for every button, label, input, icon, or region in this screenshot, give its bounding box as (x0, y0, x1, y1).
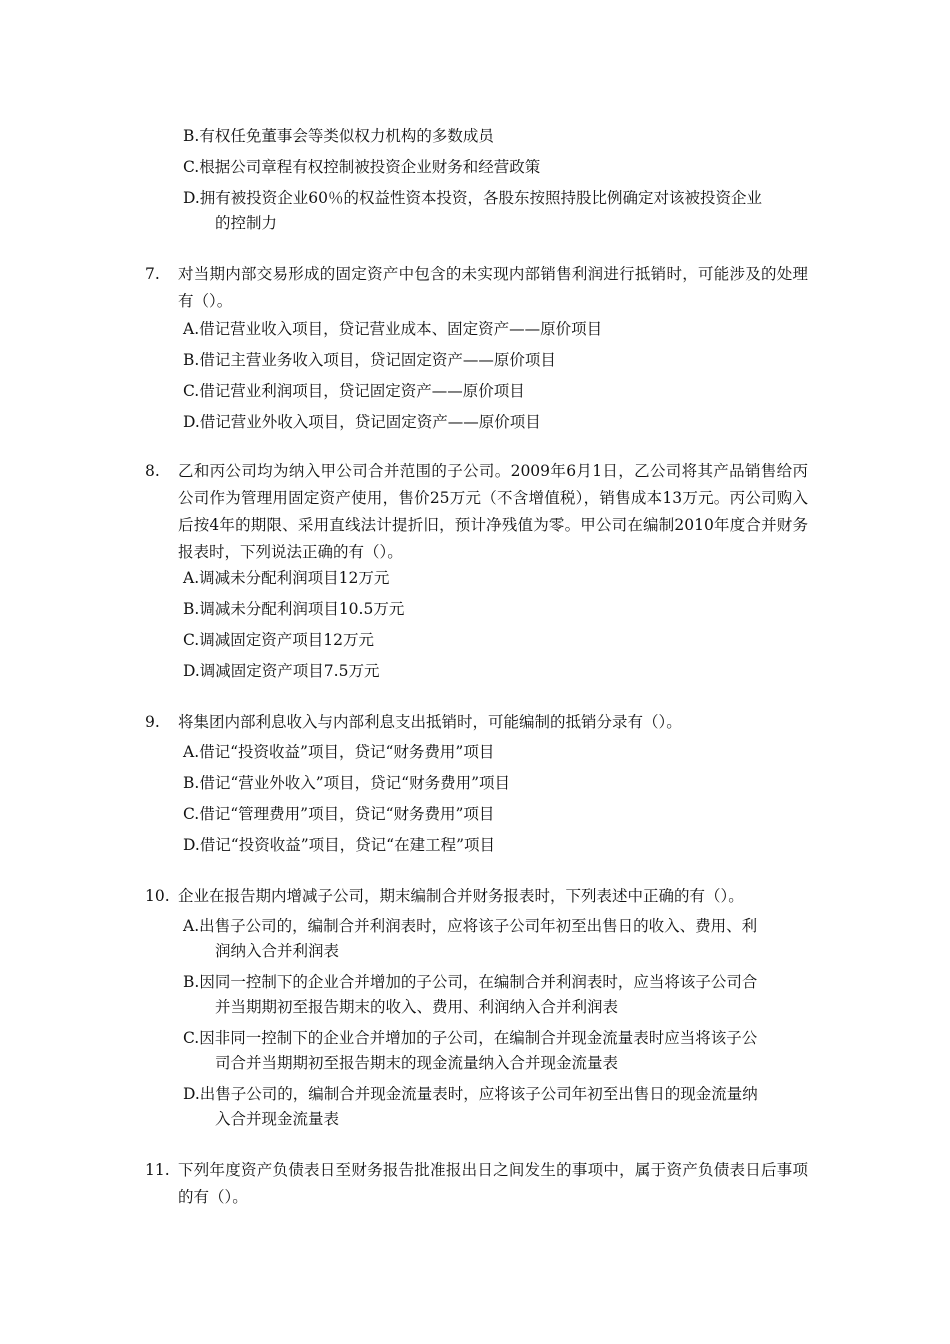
q7-option-d (183, 410, 808, 435)
q9-option-a-text: A.借记“投资收益”项目，贷记“财务费用”项目 (183, 743, 495, 761)
question-7 (145, 261, 808, 315)
q10-option-a (183, 914, 808, 964)
question-stem: 下列年度资产负债表日至财务报告批准报出日之间发生的事项中，属于资产负债表日后事项的有（）。 (178, 1161, 808, 1206)
q7-option-c (183, 379, 808, 404)
q9-option-c-text: C.借记“管理费用”项目，贷记“财务费用”项目 (183, 805, 495, 823)
q8-option-b (183, 597, 808, 622)
question-stem: 企业在报告期内增减子公司，期末编制合并财务报表时，下列表述中正确的有（）。 (178, 887, 744, 905)
q7-option-a-text: A.借记营业收入项目，贷记营业成本、固定资产——原价项目 (183, 320, 603, 338)
question-11 (145, 1157, 808, 1211)
q8-option-c-text: C.调减固定资产项目12万元 (183, 631, 374, 649)
q7-option-b-text: B.借记主营业务收入项目，贷记固定资产——原价项目 (183, 351, 556, 369)
q6-option-d (183, 186, 808, 236)
question-number: 9. (145, 713, 160, 731)
q9-option-c (183, 802, 808, 827)
question-number: 10. (145, 887, 170, 905)
question-number: 8. (145, 462, 160, 480)
q6-option-b-text: B.有权任免董事会等类似权力机构的多数成员 (183, 127, 494, 145)
q10-option-d-text: D.出售子公司的，编制合并现金流量表时，应将该子公司年初至出售日的现金流量纳 (183, 1085, 758, 1103)
question-8 (145, 458, 808, 566)
q10-option-b-text: B.因同一控制下的企业合并增加的子公司，在编制合并利润表时，应当将该子公司合 (183, 973, 758, 991)
q6-option-d-text: D.拥有被投资企业60％的权益性资本投资，各股东按照持股比例确定对该被投资企业 (183, 189, 763, 207)
q8-option-a (183, 566, 808, 591)
q10-option-c-continuation: 司合并当期期初至报告期末的现金流量纳入合并现金流量表 (215, 1054, 619, 1072)
q8-option-b-text: B.调减未分配利润项目10.5万元 (183, 600, 405, 618)
q9-option-b-text: B.借记“营业外收入”项目，贷记“财务费用”项目 (183, 774, 511, 792)
q9-option-b (183, 771, 808, 796)
q7-option-b (183, 348, 808, 373)
q10-option-b (183, 970, 808, 1020)
q9-option-a (183, 740, 808, 765)
q10-option-c-text: C.因非同一控制下的企业合并增加的子公司，在编制合并现金流量表时应当将该子公 (183, 1029, 758, 1047)
q6-option-c-text: C.根据公司章程有权控制被投资企业财务和经营政策 (183, 158, 541, 176)
question-10 (145, 883, 808, 910)
question-stem: 将集团内部利息收入与内部利息支出抵销时，可能编制的抵销分录有（）。 (178, 713, 682, 731)
question-number: 11. (145, 1161, 170, 1179)
q9-option-d (183, 833, 808, 858)
q10-option-d (183, 1082, 808, 1132)
q7-option-c-text: C.借记营业利润项目，贷记固定资产——原价项目 (183, 382, 525, 400)
q10-option-a-text: A.出售子公司的，编制合并利润表时，应将该子公司年初至出售日的收入、费用、利 (183, 917, 758, 935)
question-stem: 乙和丙公司均为纳入甲公司合并范围的子公司。2009年6月1日，乙公司将其产品销售给丙公司作为管理用固定资产使用，售价25万元（不含增值税），销售成本13万元。丙公司购入后按4年的期限、采用直线法计提折旧，预计净残值为零。甲公司在编制2010年度合并财务报表时，下列说法正确的有（）。 (178, 462, 808, 561)
q9-option-d-text: D.借记“投资收益”项目，贷记“在建工程”项目 (183, 836, 495, 854)
q7-option-a (183, 317, 808, 342)
q6-option-c (183, 155, 808, 180)
question-9 (145, 709, 808, 736)
q10-option-d-continuation: 入合并现金流量表 (215, 1110, 340, 1128)
question-stem: 对当期内部交易形成的固定资产中包含的未实现内部销售利润进行抵销时，可能涉及的处理有（）。 (178, 265, 808, 310)
q6-option-b (183, 124, 808, 149)
q10-option-b-continuation: 并当期期初至报告期末的收入、费用、利润纳入合并利润表 (215, 998, 619, 1016)
q8-option-c (183, 628, 808, 653)
q8-option-d (183, 659, 808, 684)
q10-option-c (183, 1026, 808, 1076)
q8-option-d-text: D.调减固定资产项目7.5万元 (183, 662, 380, 680)
q6-option-d-continuation: 的控制力 (215, 214, 278, 232)
q10-option-a-continuation: 润纳入合并利润表 (215, 942, 340, 960)
q8-option-a-text: A.调减未分配利润项目12万元 (183, 569, 390, 587)
question-number: 7. (145, 265, 160, 283)
q7-option-d-text: D.借记营业外收入项目，贷记固定资产——原价项目 (183, 413, 541, 431)
